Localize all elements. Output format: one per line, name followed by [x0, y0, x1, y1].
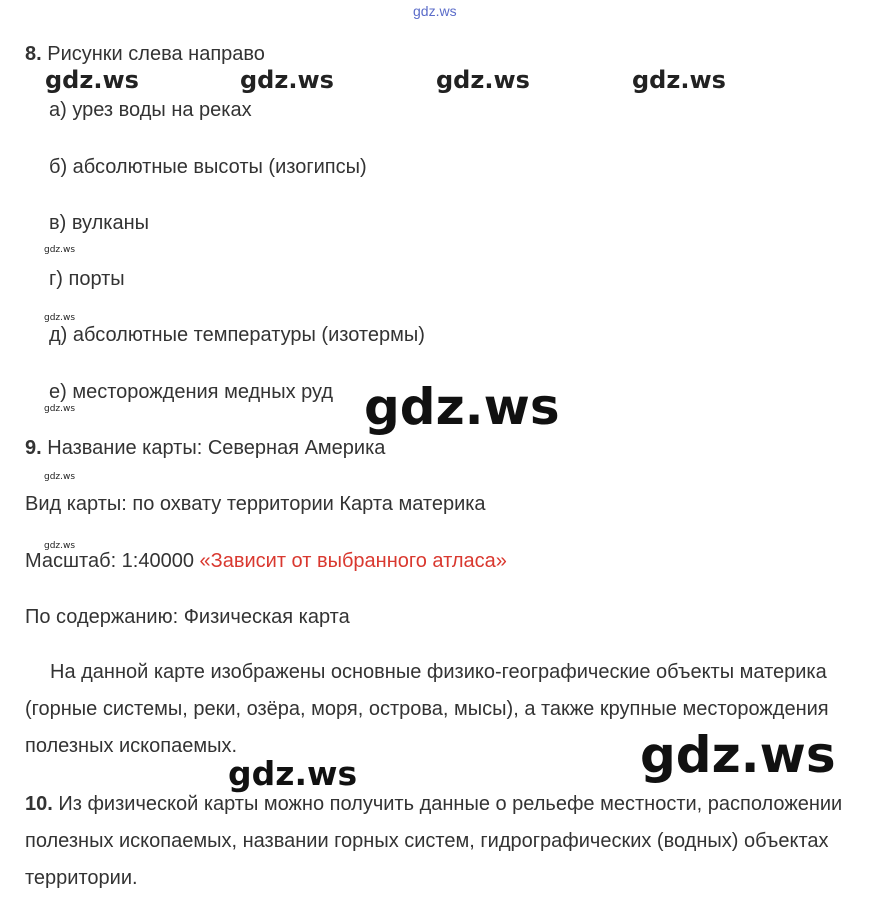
task9-heading: [25, 436, 385, 460]
task8-item-a: а) урез воды на реках: [49, 99, 252, 121]
task9-scale-label: Масштаб: 1:40000: [25, 550, 194, 572]
watermark-small: gdz.ws: [44, 472, 76, 482]
task9-map-name: Название карты: Северная Америка: [47, 437, 386, 459]
task10-text: Из физической карты можно получить данные о рельефе местности, расположении полезных ископаемых, названии горных систем, гидрографических (водных) объектах территории.: [25, 793, 843, 889]
task8-title: Рисунки слева направо: [47, 43, 265, 65]
watermark-medium: gdz.ws: [228, 754, 358, 793]
task8-heading: [25, 42, 265, 66]
task9-map-type: Вид карты: по охвату территории Карта материка: [25, 493, 486, 515]
task10-paragraph: [25, 786, 875, 897]
watermark-top: gdz.ws: [413, 3, 457, 19]
task9-content: По содержанию: Физическая карта: [25, 606, 350, 628]
watermark: gdz.ws: [632, 66, 726, 94]
watermark-large: gdz.ws: [364, 378, 560, 436]
task9-number: 9.: [25, 437, 42, 459]
watermark-small: gdz.ws: [44, 245, 76, 255]
watermark: gdz.ws: [240, 66, 334, 94]
task10-number: 10.: [25, 793, 53, 815]
task8-item-e: д) абсолютные температуры (изотермы): [49, 324, 425, 346]
watermark-small: gdz.ws: [44, 404, 76, 414]
task8-item-c: в) вулканы: [49, 212, 149, 234]
task9-description: На данной карте изображены основные физико-географические объекты материка (горные системы, реки, озёра, моря, острова, мысы), а также крупные месторождения полезных ископаемых.: [25, 661, 829, 757]
watermark: gdz.ws: [45, 66, 139, 94]
watermark-large: gdz.ws: [640, 726, 836, 784]
watermark-small: gdz.ws: [44, 541, 76, 551]
task8-item-b: б) абсолютные высоты (изогипсы): [49, 156, 367, 178]
watermark-small: gdz.ws: [44, 313, 76, 323]
task8-item-f: е) месторождения медных руд: [49, 381, 334, 403]
task9-scale-note: «Зависит от выбранного атласа»: [199, 550, 507, 572]
task9-scale: [25, 549, 507, 573]
task8-number: 8.: [25, 43, 42, 65]
watermark: gdz.ws: [436, 66, 530, 94]
task8-item-d: г) порты: [49, 268, 125, 290]
